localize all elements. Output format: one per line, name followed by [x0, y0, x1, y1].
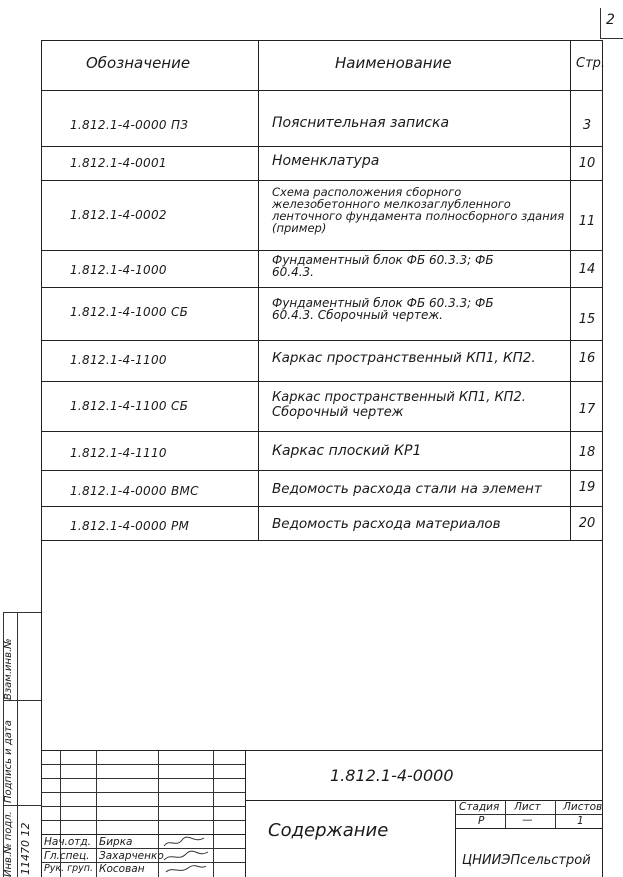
row-line [41, 381, 603, 382]
row-page: 20 [578, 516, 596, 531]
row-code: 1.812.1-4-0000 ВМС [70, 484, 199, 498]
row-name: Пояснительная записка [272, 115, 450, 131]
row-name: Каркас пространственный КП1, КП2. Сборочный чертеж [272, 390, 526, 420]
row-line [41, 287, 603, 288]
row-code: 1.812.1-4-1100 СБ [70, 399, 189, 413]
row-page: 15 [578, 312, 596, 327]
sign-grid [96, 750, 97, 877]
row-line [41, 506, 603, 507]
row-page: 19 [578, 480, 596, 495]
side-strip-border [3, 700, 41, 701]
row-name: Схема расположения сборного железобетонного мелкозаглубленного ленточного фундамента полносборного здания (пример) [272, 185, 565, 235]
row-name: Фундаментный блок ФБ 60.3.3; ФБ 60.4.3. Сборочный чертеж. [272, 296, 494, 322]
sign-grid [41, 778, 245, 779]
col-separator-2 [570, 40, 571, 540]
title-block-divider [245, 750, 246, 877]
sheet-number: 2 [606, 12, 615, 28]
row-name: Ведомость расхода материалов [272, 516, 501, 532]
header-page: Стр. [576, 56, 606, 71]
stage-grid [455, 828, 602, 829]
title-block-top [41, 750, 603, 751]
header-name: Наименование [335, 54, 452, 72]
sign-grid [41, 834, 245, 835]
signatures-image [160, 834, 212, 877]
title-block-code-bottom [245, 800, 603, 801]
row-name: Каркас пространственный КП1, КП2. [272, 350, 536, 366]
row-code: 1.812.1-4-0000 РМ [70, 519, 190, 533]
side-label-podpis-data: Подпись и дата [3, 720, 14, 803]
row-line [41, 540, 603, 541]
row-line [41, 180, 603, 181]
sign-grid [41, 764, 245, 765]
sign-grid [213, 750, 214, 877]
sheet-label: Лист [514, 801, 541, 813]
row-code: 1.812.1-4-0002 [70, 208, 167, 222]
row-code: 1.812.1-4-1000 СБ [70, 305, 189, 319]
row-page: 11 [578, 214, 596, 229]
sign-grid [41, 848, 245, 849]
header-designation: Обозначение [86, 54, 191, 72]
row-code: 1.812.1-4-0001 [70, 156, 167, 170]
sheets-label: Листов [563, 801, 603, 813]
row-line [41, 146, 603, 147]
side-label-inv-podl: Инв.№ подл. [3, 811, 14, 877]
row-code: 1.812.1-4-1000 [70, 263, 167, 277]
sign-grid [41, 820, 245, 821]
role-ruk-grupp: Рук. груп. [44, 863, 94, 874]
col-separator-1 [258, 40, 259, 540]
organization: ЦНИИЭПсельстрой [462, 853, 591, 868]
row-page: 3 [582, 118, 592, 133]
stage-label: Стадия [459, 801, 500, 813]
side-strip-border [3, 805, 41, 806]
name-birka: Бирка [99, 836, 133, 848]
frame-left [41, 40, 42, 877]
sign-grid [41, 792, 245, 793]
sheet-value: — [522, 814, 533, 826]
name-zakharchenko: Захарченко [99, 850, 164, 862]
row-code: 1.812.1-4-1110 [70, 446, 167, 460]
role-gl-spec: Гл.спец. [44, 850, 90, 862]
header-bottom [41, 90, 603, 91]
row-page: 16 [578, 351, 596, 366]
row-page: 18 [578, 445, 596, 460]
frame-top [41, 40, 603, 41]
stage-block-left [455, 800, 456, 877]
row-code: 1.812.1-4-1100 [70, 353, 167, 367]
doc-title: Содержание [268, 820, 389, 841]
row-line [41, 250, 603, 251]
row-page: 14 [578, 262, 596, 277]
row-line [41, 470, 603, 471]
stage-value: Р [478, 815, 485, 827]
row-page: 10 [578, 156, 596, 171]
side-label-vzam-inv: Взам.инв.№ [3, 638, 14, 700]
doc-code: 1.812.1-4-0000 [330, 766, 454, 785]
name-kosovan: Косован [99, 863, 145, 875]
row-name: Каркас плоский КР1 [272, 443, 422, 459]
row-name: Ведомость расхода стали на элемент [272, 481, 542, 497]
sheet-number-box-border [600, 38, 623, 39]
side-strip-border [17, 612, 18, 877]
side-inv-value: 11470 12 [19, 822, 32, 875]
side-strip-border [3, 612, 41, 613]
sheets-value: 1 [577, 815, 584, 827]
row-name: Фундаментный блок ФБ 60.3.3; ФБ 60.4.3. [272, 253, 494, 279]
sheet-number-box-border [600, 8, 601, 38]
row-page: 17 [578, 402, 596, 417]
role-nach-otd: Нач.отд. [44, 836, 92, 848]
row-line [41, 340, 603, 341]
row-line [41, 431, 603, 432]
row-name: Номенклатура [272, 153, 380, 169]
sign-grid [41, 806, 245, 807]
row-code: 1.812.1-4-0000 ПЗ [70, 118, 189, 132]
